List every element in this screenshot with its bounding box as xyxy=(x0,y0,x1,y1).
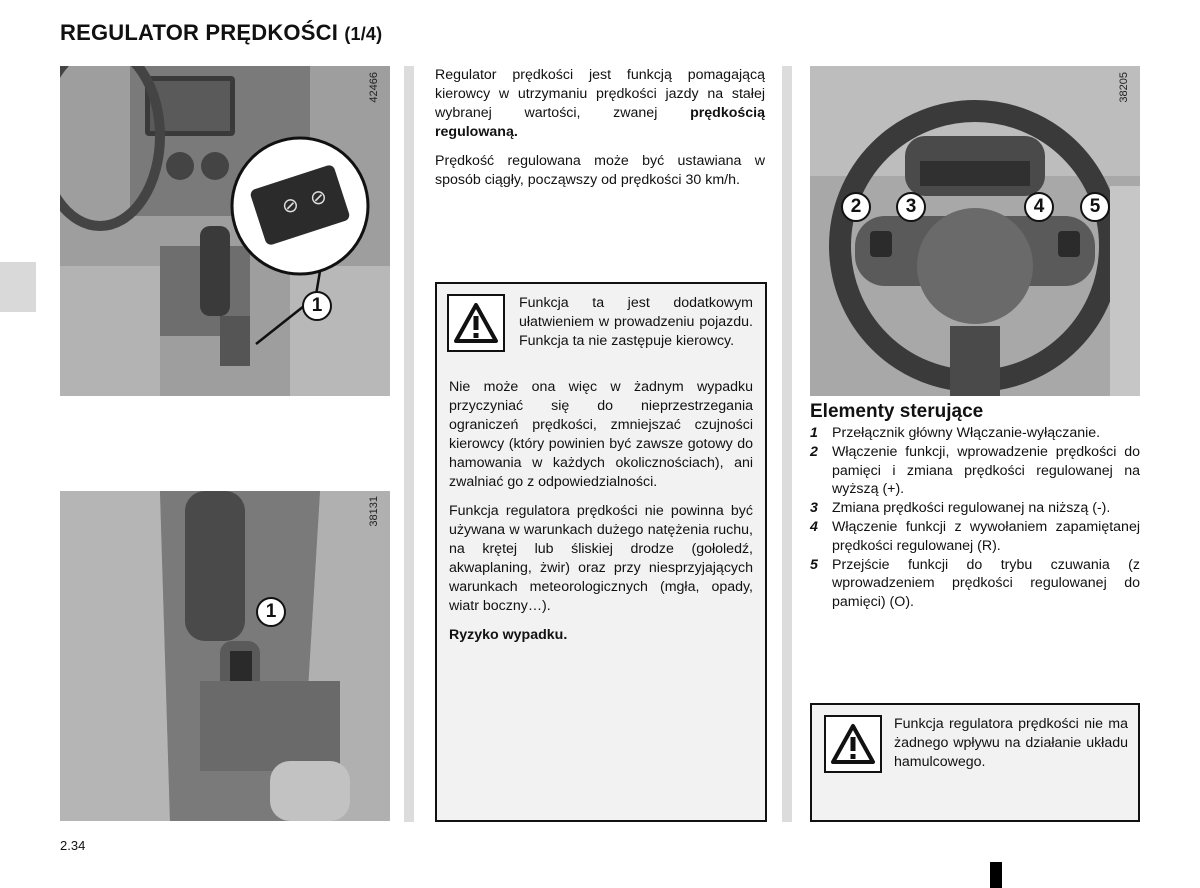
list-item xyxy=(810,518,1140,556)
list-item xyxy=(810,424,1140,443)
list-item-number: 1 xyxy=(810,425,818,441)
callout-1-top-left: 1 xyxy=(302,291,332,321)
callout-1-bottom-left: 1 xyxy=(256,597,286,627)
warning-risk: Ryzyko wypadku. xyxy=(449,627,568,643)
callout-4: 4 xyxy=(1024,192,1054,222)
page-marker xyxy=(990,862,1002,888)
section-tab xyxy=(0,262,36,312)
list-item-text: Przełącznik główny Włączanie-wyłączanie. xyxy=(832,425,1101,441)
column-divider xyxy=(404,66,414,822)
controls-list xyxy=(810,424,1140,612)
list-item-number: 3 xyxy=(810,500,818,517)
photo-console-switch xyxy=(60,66,390,396)
intro-paragraph-1-text: Regulator prędkości jest funkcją pomagającą kierowcy w utrzymaniu prędkości jazdy na stałej wybranej wartości, zwanej xyxy=(435,67,765,121)
warning-paragraph-2: Nie może ona więc w żadnym wypadku przyczyniać się do nieprzestrzegania ograniczeń prędkości, zmniejszać czujności kierowcy (który powinien być zawsze gotowy do hamowania w każdych okolicznościach), ani zwalniać go z odpowiedzialności. xyxy=(449,379,753,490)
photo-id-top-right: 38205 xyxy=(1118,72,1130,103)
warning-box-brakes xyxy=(810,703,1140,822)
list-item xyxy=(810,499,1140,518)
page-title-part: (1/4) xyxy=(344,24,383,44)
page-number: 2.34 xyxy=(60,838,86,853)
list-item-number: 4 xyxy=(810,518,818,535)
callout-3: 3 xyxy=(896,192,926,222)
callout-2: 2 xyxy=(841,192,871,222)
photo-center-console xyxy=(60,491,390,821)
list-item-text: Włączenie funkcji z wywołaniem zapamiętanej prędkości regulowanej (R). xyxy=(832,518,1140,554)
svg-text:⊘: ⊘ xyxy=(310,185,327,209)
controls-heading: Elementy sterujące xyxy=(810,401,984,422)
list-item xyxy=(810,556,1140,612)
photo-id-bottom-left: 38131 xyxy=(368,496,380,527)
list-item xyxy=(810,443,1140,499)
warning-paragraph-3: Funkcja regulatora prędkości nie powinna być używana w warunkach dużego natężenia ruchu, na krętej lub śliskiej drodze (gołoledź, akwaplaning, żwir) oraz przy niesprzyjających warunkach meteorologicznych (mgła, opady, wiatr boczny…). xyxy=(449,503,753,614)
column-divider xyxy=(782,66,792,822)
intro-paragraph-2: Prędkość regulowana może być ustawiana w sposób ciągły, począwszy od prędkości 30 km/h. xyxy=(435,153,765,188)
list-item-number: 2 xyxy=(810,443,818,460)
warning-box-main xyxy=(435,282,767,822)
list-item-number: 5 xyxy=(810,556,818,573)
intro-text xyxy=(435,66,765,200)
intro-paragraph-1-bold: prędkością regulowaną. xyxy=(435,105,765,140)
warning-triangle-icon xyxy=(824,715,882,773)
page-title-main: REGULATOR PRĘDKOŚCI xyxy=(60,20,339,45)
photo-id-top-left: 42466 xyxy=(368,72,380,103)
photo-console-switch-image xyxy=(60,66,390,396)
warning-triangle-icon xyxy=(447,294,505,352)
list-item-text: Przejście funkcji do trybu czuwania (z wprowadzeniem prędkości regulowanej do pamięci) (O). xyxy=(832,556,1140,611)
list-item-text: Włączenie funkcji, wprowadzenie prędkości do pamięci i zmiana prędkości regulowanej na wyższą (+). xyxy=(832,443,1140,498)
list-item-text: Zmiana prędkości regulowanej na niższą (-). xyxy=(832,500,1111,517)
photo-steering-wheel xyxy=(810,66,1140,396)
photo-center-console-image xyxy=(60,491,390,821)
warning-brakes-text: Funkcja regulatora prędkości nie ma żadnego wpływu na działanie układu hamulcowego. xyxy=(894,716,1128,770)
photo-steering-wheel-image xyxy=(810,66,1140,396)
warning-body xyxy=(449,378,753,655)
warning-lead: Funkcja ta jest dodatkowym ułatwieniem w prowadzeniu pojazdu. Funkcja ta nie zastępuje kierowcy. xyxy=(519,295,753,349)
intro-paragraph-1 xyxy=(435,66,765,142)
page-title xyxy=(60,20,382,46)
callout-5: 5 xyxy=(1080,192,1110,222)
svg-text:⊘: ⊘ xyxy=(282,193,299,217)
